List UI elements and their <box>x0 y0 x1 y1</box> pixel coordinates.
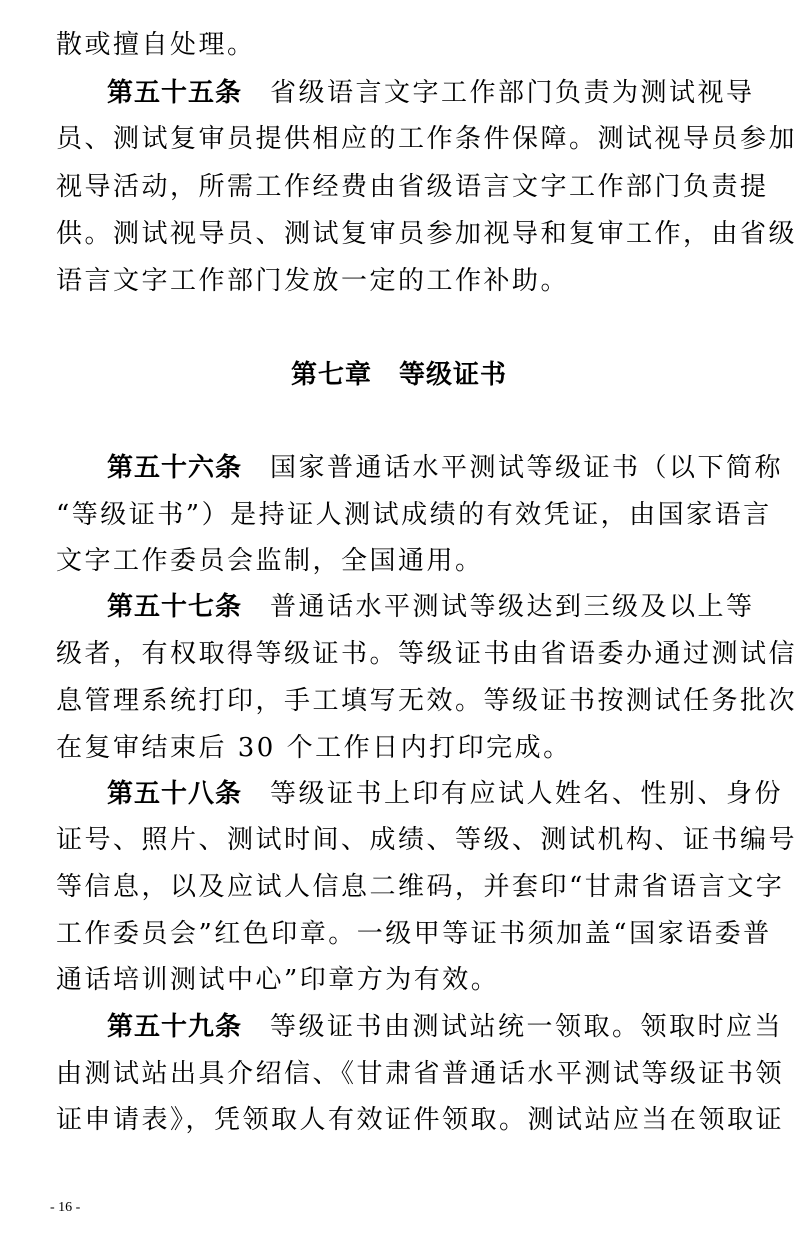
article-55-line <box>107 70 755 116</box>
paragraph-text: 文字工作委员会监制，全国通用。 <box>56 546 484 576</box>
paragraph-line <box>56 864 785 910</box>
paragraph-text: 普通话水平测试等级达到三级及以上等 <box>270 592 755 622</box>
paragraph-line <box>56 1097 785 1143</box>
paragraph-line <box>56 116 798 162</box>
paragraph-text: 证号、照片、测试时间、成绩、等级、测试机构、证书编号 <box>56 825 798 855</box>
chapter-heading: 第七章 等级证书 <box>290 360 507 390</box>
page-number: - 16 - <box>50 1200 81 1215</box>
paragraph-line <box>56 957 746 1003</box>
paragraph-text: 级者，有权取得等级证书。等级证书由省语委办通过测试信 <box>56 639 798 669</box>
paragraph-text: 工作委员会”红色印章。一级甲等证书须加盖“国家语委普 <box>56 919 772 949</box>
paragraph-text: 员、测试复审员提供相应的工作条件保障。测试视导员参加 <box>56 124 798 154</box>
paragraph-line <box>56 911 772 957</box>
paragraph-line <box>56 725 746 771</box>
paragraph-line <box>56 631 798 677</box>
article-57-line <box>107 584 755 630</box>
paragraph-text: 语言文字工作部门发放一定的工作补助。 <box>56 266 570 296</box>
article-number: 第五十五条 <box>107 78 243 108</box>
paragraph-text: 证申请表》，凭领取人有效证件领取。测试站应当在领取证 <box>56 1105 785 1135</box>
article-58-line <box>107 771 784 817</box>
paragraph-text: 等级证书由测试站统一领取。领取时应当 <box>270 1012 784 1042</box>
article-number: 第五十六条 <box>107 453 243 483</box>
paragraph-line <box>56 817 798 863</box>
article-56-line <box>107 445 784 491</box>
paragraph-text: 在复审结束后 30 个工作日内打印完成。 <box>56 733 572 763</box>
paragraph-line <box>56 22 746 68</box>
paragraph-text: 等级证书上印有应试人姓名、性别、身份 <box>270 779 784 809</box>
paragraph-text: 由测试站出具介绍信、《甘肃省普通话水平测试等级证书领 <box>56 1059 785 1089</box>
paragraph-line <box>56 678 798 724</box>
paragraph-text: “等级证书”）是持证人测试成绩的有效凭证，由国家语言 <box>56 500 772 530</box>
paragraph-line <box>56 211 798 257</box>
paragraph-line <box>56 538 746 584</box>
paragraph-text: 等信息，以及应试人信息二维码，并套印“甘肃省语言文字 <box>56 872 785 902</box>
paragraph-text: 通话培训测试中心”印章方为有效。 <box>56 965 500 995</box>
paragraph-text: 散或擅自处理。 <box>56 30 256 60</box>
paragraph-text: 息管理系统打印，手工填写无效。等级证书按测试任务批次 <box>56 686 798 716</box>
paragraph-line <box>56 164 769 210</box>
paragraph-text: 省级语言文字工作部门负责为测试视导 <box>270 78 755 108</box>
paragraph-text: 供。测试视导员、测试复审员参加视导和复审工作，由省级 <box>56 219 798 249</box>
article-59-line <box>107 1004 784 1050</box>
paragraph-line <box>56 258 746 304</box>
paragraph-text: 视导活动，所需工作经费由省级语言文字工作部门负责提 <box>56 172 769 202</box>
paragraph-line <box>56 1051 785 1097</box>
paragraph-text: 国家普通话水平测试等级证书（以下简称 <box>270 453 784 483</box>
article-number: 第五十八条 <box>107 779 243 809</box>
article-number: 第五十九条 <box>107 1012 243 1042</box>
paragraph-line <box>56 492 772 538</box>
article-number: 第五十七条 <box>107 592 243 622</box>
